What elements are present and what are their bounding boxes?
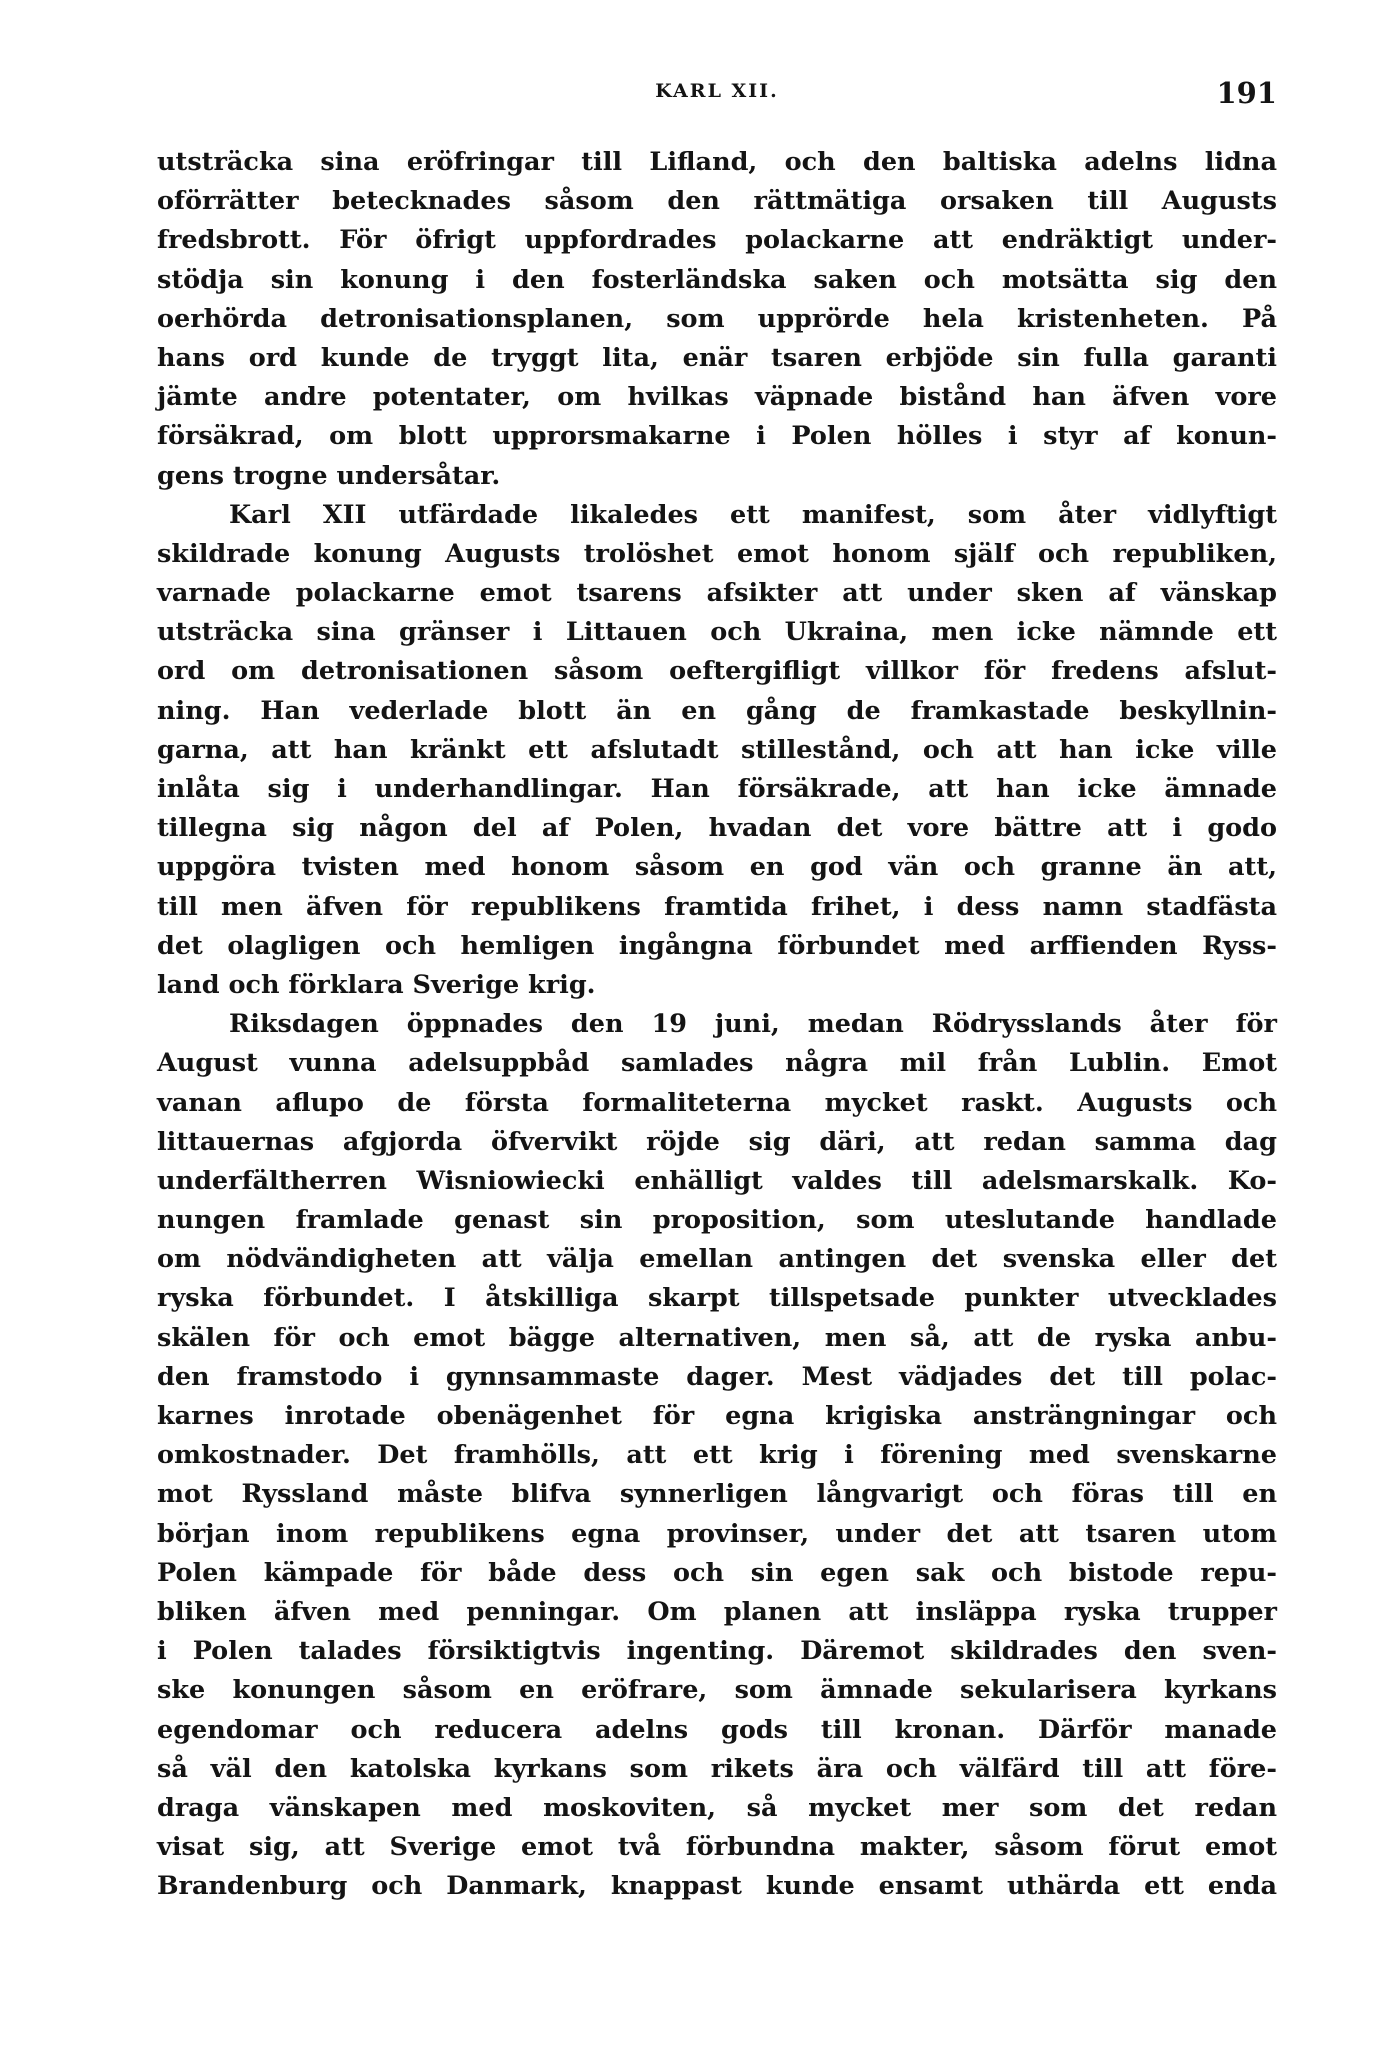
text-line: August vunna adelsuppbåd samlades några mil från Lublin. Emot: [157, 1048, 1277, 1079]
text-line: skälen för och emot bägge alternativen, men så, att de ryska anbu-: [157, 1322, 1277, 1353]
text-line: ning. Han vederlade blott än en gång de framkastade beskyllnin-: [157, 695, 1277, 726]
text-line: ryska förbundet. I åtskilliga skarpt tillspetsade punkter utvecklades: [157, 1283, 1277, 1314]
text-line: land och förklara Sverige krig.: [157, 969, 596, 1000]
text-line: i Polen talades försiktigtvis ingenting. Däremot skildrades den sven-: [157, 1636, 1277, 1667]
text-line: varnade polackarne emot tsarens afsikter att under sken af vänskap: [157, 578, 1277, 609]
text-line: egendomar och reducera adelns gods till kronan. Därför manade: [157, 1714, 1277, 1745]
running-head: KARL XII.: [655, 80, 779, 102]
text-line: omkostnader. Det framhölls, att ett krig i förening med svenskarne: [157, 1440, 1277, 1471]
text-line: det olagligen och hemligen ingångna förbundet med arffienden Ryss-: [157, 930, 1277, 961]
text-line: littauernas afgjorda öfvervikt röjde sig däri, att redan samma dag: [157, 1126, 1277, 1157]
text-line: den framstodo i gynnsammaste dager. Mest vädjades det till polac-: [157, 1361, 1277, 1392]
text-line: uppgöra tvisten med honom såsom en god vän och granne än att,: [157, 852, 1277, 883]
page-number: 191: [1216, 76, 1277, 110]
text-line: ske konungen såsom en eröfrare, som ämnade sekularisera kyrkans: [157, 1675, 1277, 1706]
text-line: utsträcka sina gränser i Littauen och Ukraina, men icke nämnde ett: [157, 617, 1277, 648]
text-line: ord om detronisationen såsom oeftergifligt villkor för fredens afslut-: [157, 656, 1277, 687]
text-line: Polen kämpade för både dess och sin egen sak och bistode repu-: [157, 1557, 1277, 1588]
text-line: om nödvändigheten att välja emellan antingen det svenska eller det: [157, 1244, 1277, 1275]
text-line: oerhörda detronisationsplanen, som upprörde hela kristenheten. På: [157, 303, 1277, 334]
page-header: [157, 76, 1277, 116]
text-line: oförrätter betecknades såsom den rättmätiga orsaken till Augusts: [157, 186, 1277, 217]
text-line: mot Ryssland måste blifva synnerligen långvarigt och föras till en: [157, 1479, 1277, 1510]
paragraph-start: Riksdagen öppnades den 19 juni, medan Rödrysslands åter för: [229, 1009, 1277, 1040]
text-line: tillegna sig någon del af Polen, hvadan det vore bättre att i godo: [157, 813, 1277, 844]
paragraph-start: Karl XII utfärdade likaledes ett manifest, som åter vidlyftigt: [229, 499, 1277, 530]
text-line: vanan aflupo de första formaliteterna mycket raskt. Augusts och: [157, 1087, 1277, 1118]
text-line: utsträcka sina eröfringar till Lifland, och den baltiska adelns lidna: [157, 147, 1277, 177]
text-line: Brandenburg och Danmark, knappast kunde ensamt uthärda ett enda: [157, 1871, 1277, 1902]
text-line: fredsbrott. För öfrigt uppfordrades polackarne att endräktigt under-: [157, 225, 1277, 256]
text-line: inlåta sig i underhandlingar. Han försäkrade, att han icke ämnade: [157, 774, 1277, 804]
text-line: hans ord kunde de tryggt lita, enär tsaren erbjöde sin fulla garanti: [157, 342, 1277, 373]
text-line: gens trogne undersåtar.: [157, 460, 501, 491]
text-line: garna, att han kränkt ett afslutadt stillestånd, och att han icke ville: [157, 734, 1277, 765]
text-line: nungen framlade genast sin proposition, som uteslutande handlade: [157, 1205, 1277, 1236]
text-line: visat sig, att Sverige emot två förbundna makter, såsom förut emot: [157, 1832, 1277, 1863]
text-line: underfältherren Wisniowiecki enhälligt valdes till adelsmarskalk. Ko-: [157, 1165, 1277, 1196]
text-line: jämte andre potentater, om hvilkas väpnade bistånd han äfven vore: [157, 382, 1277, 413]
text-line: till men äfven för republikens framtida frihet, i dess namn stadfästa: [157, 891, 1277, 922]
body-text: [157, 143, 1277, 1906]
text-line: draga vänskapen med moskoviten, så mycket mer som det redan: [157, 1792, 1277, 1823]
text-line: början inom republikens egna provinser, under det att tsaren utom: [157, 1518, 1277, 1549]
text-line: stödja sin konung i den fosterländska saken och motsätta sig den: [157, 264, 1277, 295]
text-line: bliken äfven med penningar. Om planen att insläppa ryska trupper: [157, 1596, 1277, 1627]
text-line: försäkrad, om blott upprorsmakarne i Polen hölles i styr af konun-: [157, 421, 1277, 452]
text-line: skildrade konung Augusts trolöshet emot honom själf och republiken,: [157, 538, 1277, 569]
text-line: karnes inrotade obenägenhet för egna krigiska ansträngningar och: [157, 1401, 1277, 1431]
text-line: så väl den katolska kyrkans som rikets ära och välfärd till att före-: [157, 1753, 1277, 1784]
